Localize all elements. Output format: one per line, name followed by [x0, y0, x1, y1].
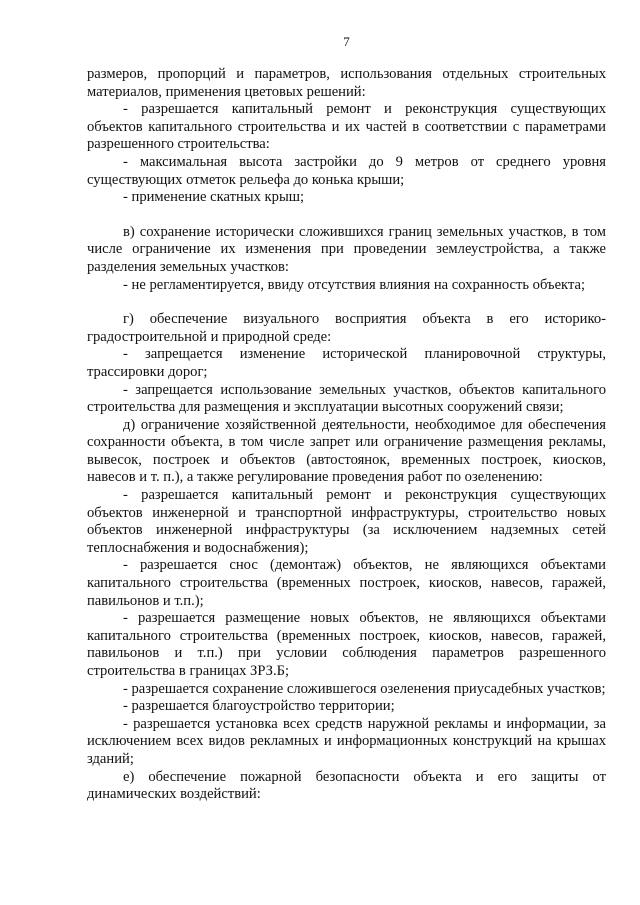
paragraph-5: в) сохранение исторически сложившихся границ земельных участков, в том числе ограничение их изменения при проведении землеустройства, а также разделения земельных участков:: [87, 223, 606, 275]
paragraph-15: - разрешается благоустройство территории;: [123, 698, 395, 715]
paragraph-7: г) обеспечение визуального восприятия объекта в его историко-градостроительной и природной среде:: [87, 311, 606, 345]
paragraph-9: - запрещается использование земельных участков, объектов капитального строительства для размещения и эксплуатации высотных сооружений связи;: [87, 381, 606, 416]
document-body: [87, 66, 606, 804]
paragraph-3: - максимальная высота застройки до 9 метров от среднего уровня существующих отметок рельефа до конька крыши;: [87, 153, 606, 188]
paragraph-1: размеров, пропорций и параметров, использования отдельных строительных материалов, применения цветовых решений:: [87, 66, 606, 100]
paragraph-8: - запрещается изменение исторической планировочной структуры, трассировки дорог;: [87, 346, 606, 380]
paragraph-2: - разрешается капитальный ремонт и реконструкция существующих объектов капитального строительства и их частей в соответствии с параметрами разрешенного строительства:: [87, 101, 606, 153]
paragraph-11: - разрешается капитальный ремонт и реконструкция существующих объектов инженерной и транспортной инфраструктуры, строительство новых объектов инженерной инфраструктуры (за исключением надземных сетей теплоснабжения и водоснабжения);: [87, 487, 606, 556]
paragraph-13: - разрешается размещение новых объектов, не являющихся объектами капитального строительства (временных построек, киосков, навесов, гаражей, павильонов и т.п.) при условии соблюдения параметров разрешенного строительства в границах ЗРЗ.Б;: [87, 610, 606, 679]
paragraph-12: - разрешается снос (демонтаж) объектов, не являющихся объектами капитального строительства (временных построек, киосков, навесов, гаражей, павильонов и т.п.);: [87, 557, 606, 609]
paragraph-6: - не регламентируется, ввиду отсутствия влияния на сохранность объекта;: [123, 276, 586, 293]
page-number: 7: [343, 34, 350, 49]
paragraph-16: - разрешается установка всех средств наружной рекламы и информации, за исключением всех видов рекламных и информационных конструкций на крышах зданий;: [87, 715, 606, 767]
paragraph-14: - разрешается сохранение сложившегося озеленения приусадебных участков;: [123, 680, 606, 697]
paragraph-10: д) ограничение хозяйственной деятельности, необходимое для обеспечения сохранности объекта, в том числе запрет или ограничение размещения рекламы, вывесок, построек и объектов (автостоянок, временных построек, киосков, навесов и т. п.), а также регулирование проведения работ по озеленению:: [87, 416, 606, 486]
paragraph-17: е) обеспечение пожарной безопасности объекта и его защиты от динамических воздействий:: [87, 768, 606, 803]
paragraph-4: - применение скатных крыш;: [123, 189, 305, 206]
